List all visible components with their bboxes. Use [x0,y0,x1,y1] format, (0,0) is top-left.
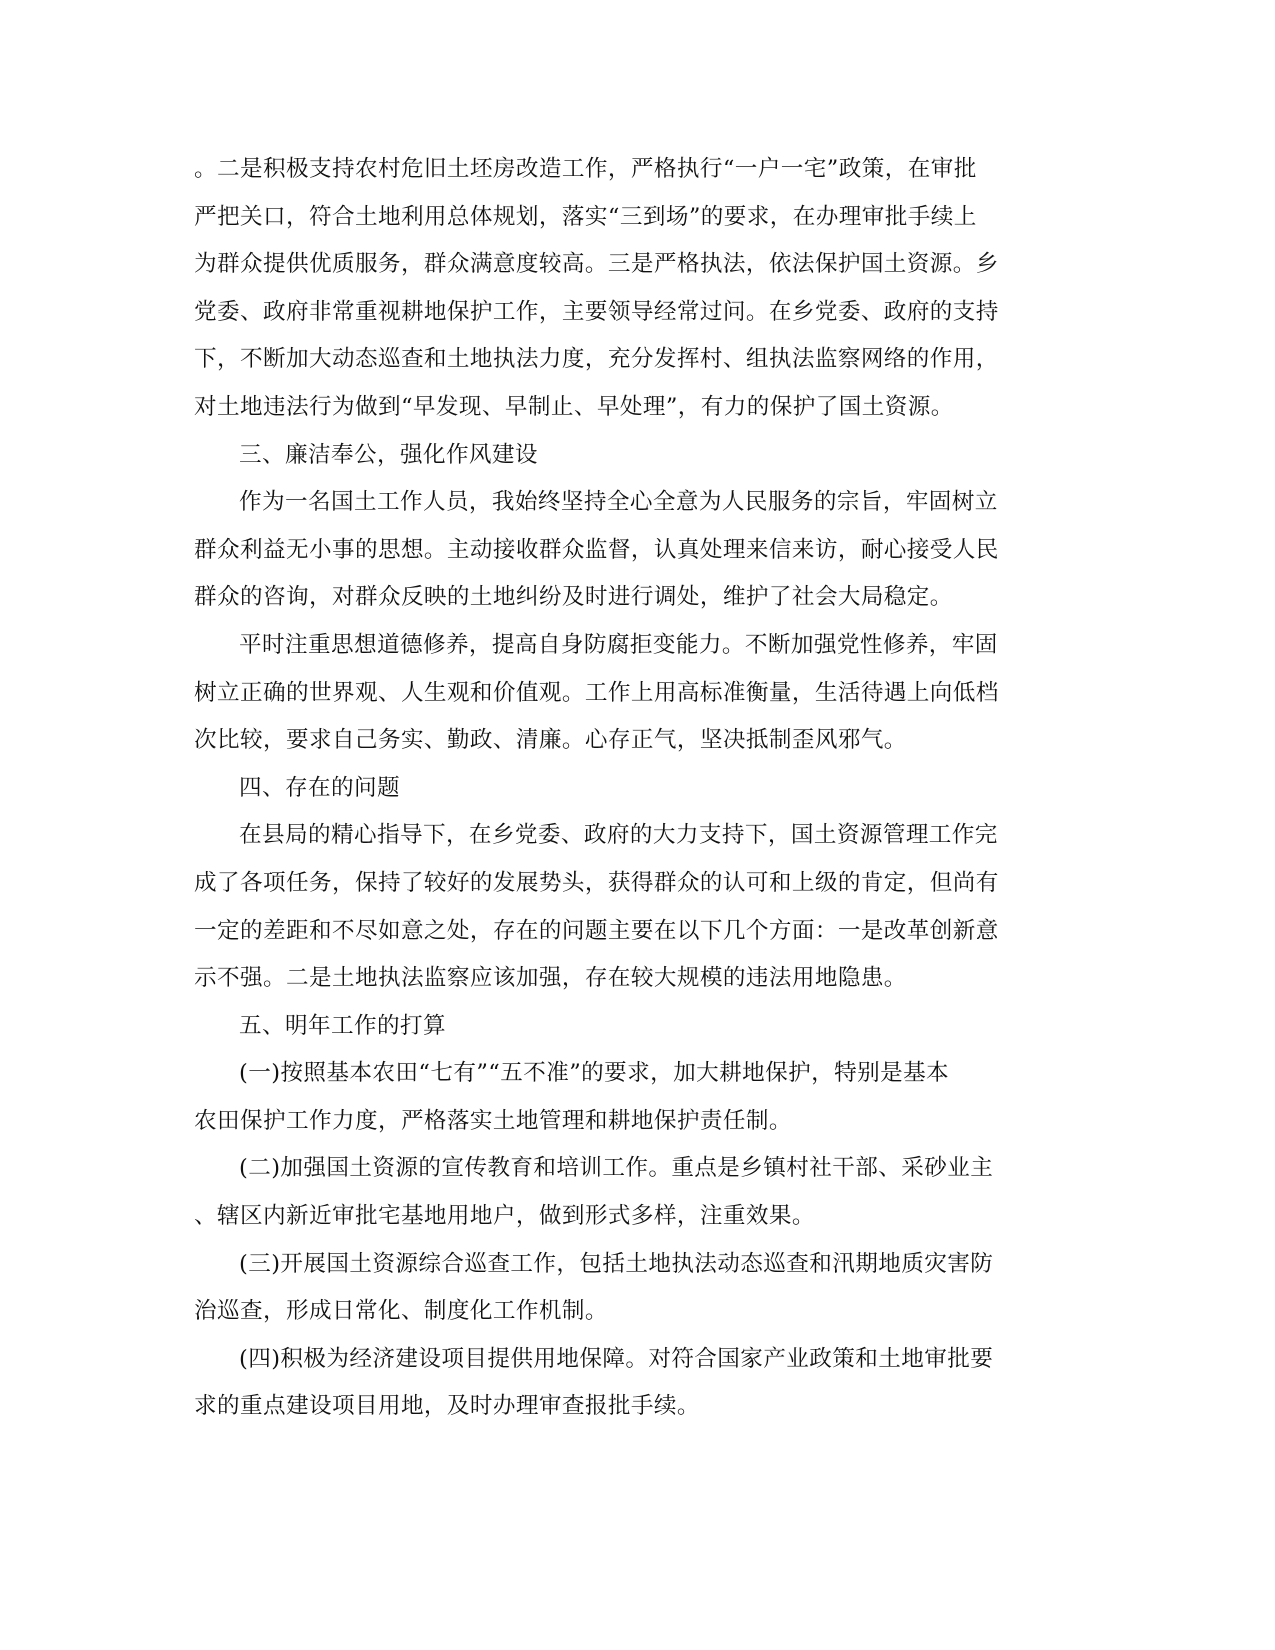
document-page [194,146,1074,1431]
text-line: 树立正确的世界观、人生观和价值观。工作上用高标准衡量，生活待遇上向低档 [194,679,999,706]
text-line: 次比较，要求自己务实、勤政、清廉。心存正气，坚决抵制歪风邪气。 [194,727,907,754]
text-line: 在县局的精心指导下，在乡党委、政府的大力支持下，国土资源管理工作完 [239,822,998,849]
text-line: 一定的差距和不尽如意之处，存在的问题主要在以下几个方面：一是改革创新意 [194,917,999,944]
text-line: 求的重点建设项目用地，及时办理审查报批手续。 [194,1393,700,1420]
text-line: (四)积极为经济建设项目提供用地保障。对符合国家产业政策和土地审批要 [239,1345,994,1372]
text-line: 党委、政府非常重视耕地保护工作，主要领导经常过问。在乡党委、政府的支持 [194,298,999,325]
text-line: 。二是积极支持农村危旧土坯房改造工作，严格执行“一户一宅”政策，在审批 [194,156,977,182]
text-line: (二)加强国土资源的宣传教育和培训工作。重点是乡镇村社干部、采砂业主 [239,1155,994,1182]
text-line: 为群众提供优质服务，群众满意度较高。三是严格执法，依法保护国土资源。乡 [194,251,999,278]
text-line: 治巡查，形成日常化、制度化工作机制。 [194,1298,608,1325]
text-line: 下，不断加大动态巡查和土地执法力度，充分发挥村、组执法监察网络的作用， [194,346,999,373]
text-line: 平时注重思想道德修养，提高自身防腐拒变能力。不断加强党性修养，牢固 [239,631,998,658]
text-line: 群众利益无小事的思想。主动接收群众监督，认真处理来信来访，耐心接受人民 [194,536,999,563]
section-heading: 三、廉洁奉公，强化作风建设 [239,441,538,468]
text-line: (一)按照基本农田“七有”“五不准”的要求，加大耕地保护，特别是基本 [239,1060,950,1087]
section-heading: 五、明年工作的打算 [239,1012,446,1039]
text-line: 群众的咨询，对群众反映的土地纠纷及时进行调处，维护了社会大局稳定。 [194,584,953,611]
text-line: 、辖区内新近审批宅基地用地户，做到形式多样，注重效果。 [194,1203,815,1230]
text-line: 严把关口，符合土地利用总体规划，落实“三到场”的要求，在办理审批手续上 [194,203,977,230]
text-line: 示不强。二是土地执法监察应该加强，存在较大规模的违法用地隐患。 [194,965,907,992]
text-line: 农田保护工作力度，严格落实土地管理和耕地保护责任制。 [194,1107,792,1134]
text-line: 成了各项任务，保持了较好的发展势头，获得群众的认可和上级的肯定，但尚有 [194,869,999,896]
text-line: (三)开展国土资源综合巡查工作，包括土地执法动态巡查和汛期地质灾害防 [239,1250,994,1277]
text-line: 对土地违法行为做到“早发现、早制止、早处理”，有力的保护了国土资源。 [194,393,954,420]
text-line: 作为一名国土工作人员，我始终坚持全心全意为人民服务的宗旨，牢固树立 [239,489,998,516]
section-heading: 四、存在的问题 [239,774,400,801]
